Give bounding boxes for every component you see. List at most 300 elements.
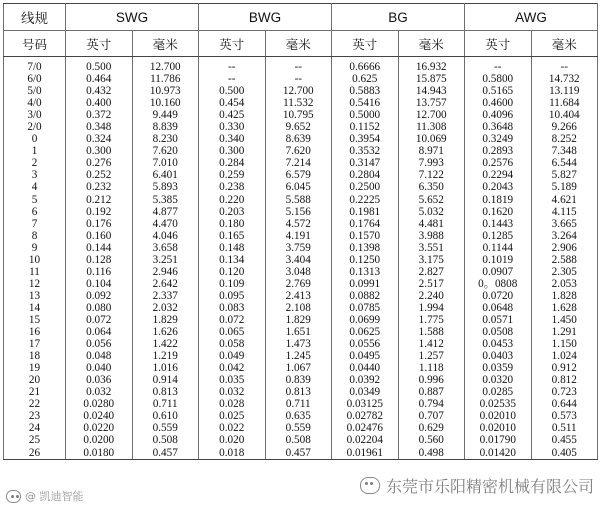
value-cell: 0.0571 [465, 314, 532, 326]
value-cell: 6.579 [265, 169, 332, 181]
value-cell: 0.1285 [465, 230, 532, 242]
value-cell: 0.0359 [465, 362, 532, 374]
value-cell: 0.794 [398, 398, 465, 410]
table-row [4, 302, 598, 314]
value-cell: 0.238 [199, 181, 266, 193]
value-cell: 0.092 [66, 290, 133, 302]
value-cell: 0.559 [132, 422, 199, 434]
value-cell: 2.032 [132, 302, 199, 314]
value-cell: 0.464 [66, 73, 133, 85]
value-cell: 0.508 [132, 434, 199, 446]
value-cell: 0.0699 [332, 314, 399, 326]
value-cell: 0.064 [66, 326, 133, 338]
value-cell: 1.450 [531, 314, 598, 326]
table-row [4, 181, 598, 193]
value-cell: 0.0556 [332, 338, 399, 350]
value-cell: 6.544 [531, 157, 598, 169]
table-body [4, 57, 598, 460]
table-row [4, 374, 598, 386]
value-cell: 7.214 [265, 157, 332, 169]
value-cell: 0.457 [132, 447, 199, 460]
value-cell: 0.635 [265, 410, 332, 422]
value-cell: 0.372 [66, 109, 133, 121]
value-cell: 4.115 [531, 206, 598, 218]
value-cell: 5.588 [265, 194, 332, 206]
value-cell: 0.610 [132, 410, 199, 422]
standard-bwg: BWG [199, 4, 332, 31]
table-row [4, 230, 598, 242]
table-row [4, 109, 598, 121]
value-cell: 2.769 [265, 278, 332, 290]
gauge-number-cell: 6/0 [4, 73, 66, 85]
table-row [4, 157, 598, 169]
value-cell: 0.455 [531, 434, 598, 446]
value-cell: 7.620 [132, 145, 199, 157]
value-cell: 8.839 [132, 121, 199, 133]
value-cell: 13.119 [531, 85, 598, 97]
value-cell: 0.083 [199, 302, 266, 314]
table-row [4, 447, 598, 460]
gauge-number-cell: 0 [4, 133, 66, 145]
value-cell: 0.400 [66, 97, 133, 109]
value-cell: 1.150 [531, 338, 598, 350]
value-cell: 0.0220 [66, 422, 133, 434]
gauge-number-cell: 12 [4, 278, 66, 290]
value-cell: 1.118 [398, 362, 465, 374]
value-cell: 0.644 [531, 398, 598, 410]
value-cell: 0.203 [199, 206, 266, 218]
value-cell: 0.511 [531, 422, 598, 434]
value-cell: 4.481 [398, 218, 465, 230]
value-cell: 0.0285 [465, 386, 532, 398]
value-cell: 0.080 [66, 302, 133, 314]
value-cell: 0.01961 [332, 447, 399, 460]
gauge-number-cell: 20 [4, 374, 66, 386]
value-cell: 0.5000 [332, 109, 399, 121]
value-cell: 0.120 [199, 266, 266, 278]
value-cell: 0.104 [66, 278, 133, 290]
value-cell: 7.993 [398, 157, 465, 169]
value-cell: 1.775 [398, 314, 465, 326]
value-cell: 0.711 [265, 398, 332, 410]
value-cell: 1.245 [265, 350, 332, 362]
table-row [4, 422, 598, 434]
value-cell: 9.449 [132, 109, 199, 121]
value-cell: 0.032 [199, 386, 266, 398]
value-cell: 0.0349 [332, 386, 399, 398]
watermark-left [6, 488, 84, 504]
value-cell: 0.02204 [332, 434, 399, 446]
value-cell: 0.148 [199, 242, 266, 254]
value-cell: 0.0625 [332, 326, 399, 338]
table-row [4, 85, 598, 97]
value-cell: 0.109 [199, 278, 266, 290]
value-cell: 3.658 [132, 242, 199, 254]
value-cell: 0.625 [332, 73, 399, 85]
value-cell: 2.906 [531, 242, 598, 254]
gauge-number-cell: 4/0 [4, 97, 66, 109]
value-cell: 1.588 [398, 326, 465, 338]
value-cell: 0.560 [398, 434, 465, 446]
value-cell: -- [465, 57, 532, 74]
value-cell: 0.887 [398, 386, 465, 398]
table-row [4, 314, 598, 326]
table-row [4, 350, 598, 362]
value-cell: 1.626 [132, 326, 199, 338]
table-row [4, 410, 598, 422]
value-cell: 3.404 [265, 254, 332, 266]
value-cell: 0.4096 [465, 109, 532, 121]
gauge-number-cell: 25 [4, 434, 66, 446]
value-cell: 0.072 [66, 314, 133, 326]
value-cell: 1.994 [398, 302, 465, 314]
gauge-number-cell: 6 [4, 206, 66, 218]
value-cell: 0.036 [66, 374, 133, 386]
unit-inch-swg: 英寸 [66, 31, 133, 57]
value-cell: 0.072 [199, 314, 266, 326]
value-cell: 0.340 [199, 133, 266, 145]
value-cell: 1.828 [531, 290, 598, 302]
value-cell: 1.067 [265, 362, 332, 374]
value-cell: 9.266 [531, 121, 598, 133]
value-cell: 5.189 [531, 181, 598, 193]
value-cell: 12.700 [132, 57, 199, 74]
value-cell: 0.1152 [332, 121, 399, 133]
value-cell: 0.500 [199, 85, 266, 97]
value-cell: 0.5416 [332, 97, 399, 109]
value-cell: 0.3249 [465, 133, 532, 145]
gauge-number-cell: 19 [4, 362, 66, 374]
value-cell: 5.827 [531, 169, 598, 181]
gauge-number-cell: 11 [4, 266, 66, 278]
value-cell: 8.252 [531, 133, 598, 145]
value-cell: 0.0180 [66, 447, 133, 460]
value-cell: 0.160 [66, 230, 133, 242]
value-cell: 2.240 [398, 290, 465, 302]
value-cell: 5.893 [132, 181, 199, 193]
value-cell: 0.813 [132, 386, 199, 398]
value-cell: 0.220 [199, 194, 266, 206]
value-cell: 2.642 [132, 278, 199, 290]
value-cell: 0.042 [199, 362, 266, 374]
value-cell: 0.0200 [66, 434, 133, 446]
value-cell: 2.413 [265, 290, 332, 302]
header-row-units [4, 31, 598, 57]
value-cell: 0.5165 [465, 85, 532, 97]
value-cell: 0.02476 [332, 422, 399, 434]
unit-inch-awg: 英寸 [465, 31, 532, 57]
value-cell: 0.912 [531, 362, 598, 374]
value-cell: 0.022 [199, 422, 266, 434]
value-cell: 0.1443 [465, 218, 532, 230]
gauge-number-cell: 24 [4, 422, 66, 434]
value-cell: 11.786 [132, 73, 199, 85]
value-cell: 0.180 [199, 218, 266, 230]
value-cell: 0.032 [66, 386, 133, 398]
value-cell: 0.813 [265, 386, 332, 398]
value-cell: 0.6666 [332, 57, 399, 74]
table-row [4, 145, 598, 157]
value-cell: 0.0320 [465, 374, 532, 386]
value-cell: 0.0882 [332, 290, 399, 302]
table-row [4, 242, 598, 254]
gauge-number-cell: 10 [4, 254, 66, 266]
value-cell: 0.02010 [465, 422, 532, 434]
value-cell: 0.025 [199, 410, 266, 422]
value-cell: 0.1819 [465, 194, 532, 206]
table-row [4, 338, 598, 350]
table-row [4, 362, 598, 374]
value-cell: 0.02535 [465, 398, 532, 410]
value-cell: 0.165 [199, 230, 266, 242]
value-cell: 0.559 [265, 422, 332, 434]
value-cell: 0.812 [531, 374, 598, 386]
table-row [4, 266, 598, 278]
value-cell: 0.996 [398, 374, 465, 386]
value-cell: 0.3532 [332, 145, 399, 157]
value-cell: 10.795 [265, 109, 332, 121]
table-row [4, 169, 598, 181]
value-cell: 0.0785 [332, 302, 399, 314]
table-row [4, 121, 598, 133]
value-cell: 0.2043 [465, 181, 532, 193]
value-cell: 5.032 [398, 206, 465, 218]
value-cell: 3.048 [265, 266, 332, 278]
value-cell: 1.024 [531, 350, 598, 362]
value-cell: 1.291 [531, 326, 598, 338]
value-cell: 0.03125 [332, 398, 399, 410]
value-cell: 0.0991 [332, 278, 399, 290]
value-cell: 3.665 [531, 218, 598, 230]
value-cell: 0.3147 [332, 157, 399, 169]
watermark-left-text: @ 凯迪智能 [25, 490, 84, 503]
value-cell: 12.700 [265, 85, 332, 97]
value-cell: 1.473 [265, 338, 332, 350]
value-cell: 0.01420 [465, 447, 532, 460]
value-cell: 2.946 [132, 266, 199, 278]
value-cell: 0.1313 [332, 266, 399, 278]
value-cell: 3.264 [531, 230, 598, 242]
chat-icon [360, 477, 380, 494]
value-cell: 0.2294 [465, 169, 532, 181]
value-cell: 11.308 [398, 121, 465, 133]
value-cell: 0.259 [199, 169, 266, 181]
value-cell: 0.432 [66, 85, 133, 97]
value-cell: 0.0240 [66, 410, 133, 422]
gauge-number-cell: 3 [4, 169, 66, 181]
value-cell: 4.877 [132, 206, 199, 218]
value-cell: 11.684 [531, 97, 598, 109]
standard-awg: AWG [465, 4, 598, 31]
value-cell: 14.732 [531, 73, 598, 85]
unit-inch-bwg: 英寸 [199, 31, 266, 57]
value-cell: 3.759 [265, 242, 332, 254]
table-row [4, 57, 598, 74]
table-row [4, 218, 598, 230]
value-cell: 0.058 [199, 338, 266, 350]
value-cell: 0.116 [66, 266, 133, 278]
value-cell: 0.300 [66, 145, 133, 157]
value-cell: 0.348 [66, 121, 133, 133]
value-cell: 0.629 [398, 422, 465, 434]
value-cell: 0.498 [398, 447, 465, 460]
value-cell: 0.252 [66, 169, 133, 181]
value-cell: 0.457 [265, 447, 332, 460]
value-cell: 0.500 [66, 57, 133, 74]
watermark-right [360, 474, 594, 497]
standard-bg: BG [332, 4, 465, 31]
value-cell: 0.0392 [332, 374, 399, 386]
value-cell: 11.532 [265, 97, 332, 109]
value-cell: 3.551 [398, 242, 465, 254]
value-cell: 0.1398 [332, 242, 399, 254]
value-cell: 0.0440 [332, 362, 399, 374]
value-cell: 0.324 [66, 133, 133, 145]
header-row-standards [4, 4, 598, 31]
value-cell: 1.422 [132, 338, 199, 350]
value-cell: 1.016 [132, 362, 199, 374]
gauge-number-cell: 7/0 [4, 57, 66, 74]
value-cell: 0.192 [66, 206, 133, 218]
value-cell: 0.2500 [332, 181, 399, 193]
value-cell: 0.134 [199, 254, 266, 266]
gauge-number-cell: 9 [4, 242, 66, 254]
value-cell: 0.1764 [332, 218, 399, 230]
value-cell: -- [199, 57, 266, 74]
gauge-number-cell: 2/0 [4, 121, 66, 133]
value-cell: 0.508 [265, 434, 332, 446]
table-row [4, 73, 598, 85]
table-row [4, 254, 598, 266]
table-row [4, 434, 598, 446]
value-cell: 0.095 [199, 290, 266, 302]
unit-mm-bwg: 毫米 [265, 31, 332, 57]
value-cell: 0。0808 [465, 278, 532, 290]
value-cell: 0.0720 [465, 290, 532, 302]
value-cell: 0.0403 [465, 350, 532, 362]
value-cell: 0.232 [66, 181, 133, 193]
gauge-number-cell: 15 [4, 314, 66, 326]
value-cell: 0.0508 [465, 326, 532, 338]
value-cell: 3.175 [398, 254, 465, 266]
value-cell: -- [199, 73, 266, 85]
value-cell: 0.839 [265, 374, 332, 386]
table-row [4, 133, 598, 145]
value-cell: 14.943 [398, 85, 465, 97]
value-cell: 0.035 [199, 374, 266, 386]
value-cell: 0.028 [199, 398, 266, 410]
value-cell: -- [265, 57, 332, 74]
value-cell: 0.707 [398, 410, 465, 422]
value-cell: 0.0648 [465, 302, 532, 314]
chat-icon [6, 490, 21, 503]
value-cell: 0.040 [66, 362, 133, 374]
gauge-number-cell: 3/0 [4, 109, 66, 121]
value-cell: 0.128 [66, 254, 133, 266]
value-cell: 10.069 [398, 133, 465, 145]
corner-label-top: 线规 [4, 4, 66, 31]
value-cell: 5.652 [398, 194, 465, 206]
value-cell: 2.517 [398, 278, 465, 290]
value-cell: 0.048 [66, 350, 133, 362]
table-row [4, 290, 598, 302]
value-cell: 8.971 [398, 145, 465, 157]
value-cell: 1.829 [132, 314, 199, 326]
value-cell: 1.412 [398, 338, 465, 350]
value-cell: 0.1144 [465, 242, 532, 254]
table-row [4, 194, 598, 206]
value-cell: 0.2804 [332, 169, 399, 181]
gauge-number-cell: 23 [4, 410, 66, 422]
value-cell: 0.176 [66, 218, 133, 230]
gauge-number-cell: 18 [4, 350, 66, 362]
value-cell: 0.065 [199, 326, 266, 338]
wire-gauge-table [3, 3, 598, 460]
value-cell: 0.276 [66, 157, 133, 169]
gauge-number-cell: 17 [4, 338, 66, 350]
unit-mm-bg: 毫米 [398, 31, 465, 57]
table-row [4, 386, 598, 398]
value-cell: 1.651 [265, 326, 332, 338]
value-cell: 3.251 [132, 254, 199, 266]
value-cell: 1.628 [531, 302, 598, 314]
value-cell: 0.573 [531, 410, 598, 422]
value-cell: 0.284 [199, 157, 266, 169]
value-cell: 1.219 [132, 350, 199, 362]
value-cell: 0.020 [199, 434, 266, 446]
value-cell: 2.108 [265, 302, 332, 314]
value-cell: 6.045 [265, 181, 332, 193]
value-cell: 6.401 [132, 169, 199, 181]
gauge-number-cell: 1 [4, 145, 66, 157]
value-cell: 0.3954 [332, 133, 399, 145]
value-cell: 0.454 [199, 97, 266, 109]
value-cell: 4.046 [132, 230, 199, 242]
value-cell: 0.056 [66, 338, 133, 350]
table-row [4, 278, 598, 290]
value-cell: 15.875 [398, 73, 465, 85]
value-cell: 0.2576 [465, 157, 532, 169]
gauge-number-cell: 5 [4, 194, 66, 206]
value-cell: 0.405 [531, 447, 598, 460]
value-cell: 0.2225 [332, 194, 399, 206]
value-cell: 0.212 [66, 194, 133, 206]
value-cell: 6.350 [398, 181, 465, 193]
value-cell: 0.5883 [332, 85, 399, 97]
value-cell: 4.572 [265, 218, 332, 230]
value-cell: 7.122 [398, 169, 465, 181]
gauge-number-cell: 13 [4, 290, 66, 302]
value-cell: 0.018 [199, 447, 266, 460]
table-row [4, 206, 598, 218]
gauge-number-cell: 14 [4, 302, 66, 314]
value-cell: 0.0907 [465, 266, 532, 278]
value-cell: 8.230 [132, 133, 199, 145]
value-cell: 0.5800 [465, 73, 532, 85]
value-cell: 0.4600 [465, 97, 532, 109]
value-cell: -- [265, 73, 332, 85]
value-cell: 2.053 [531, 278, 598, 290]
value-cell: 10.404 [531, 109, 598, 121]
value-cell: 2.337 [132, 290, 199, 302]
value-cell: 0.0453 [465, 338, 532, 350]
value-cell: 1.829 [265, 314, 332, 326]
gauge-number-cell: 21 [4, 386, 66, 398]
value-cell: 0.2893 [465, 145, 532, 157]
value-cell: 0.300 [199, 145, 266, 157]
value-cell: 2.588 [531, 254, 598, 266]
value-cell: 7.010 [132, 157, 199, 169]
